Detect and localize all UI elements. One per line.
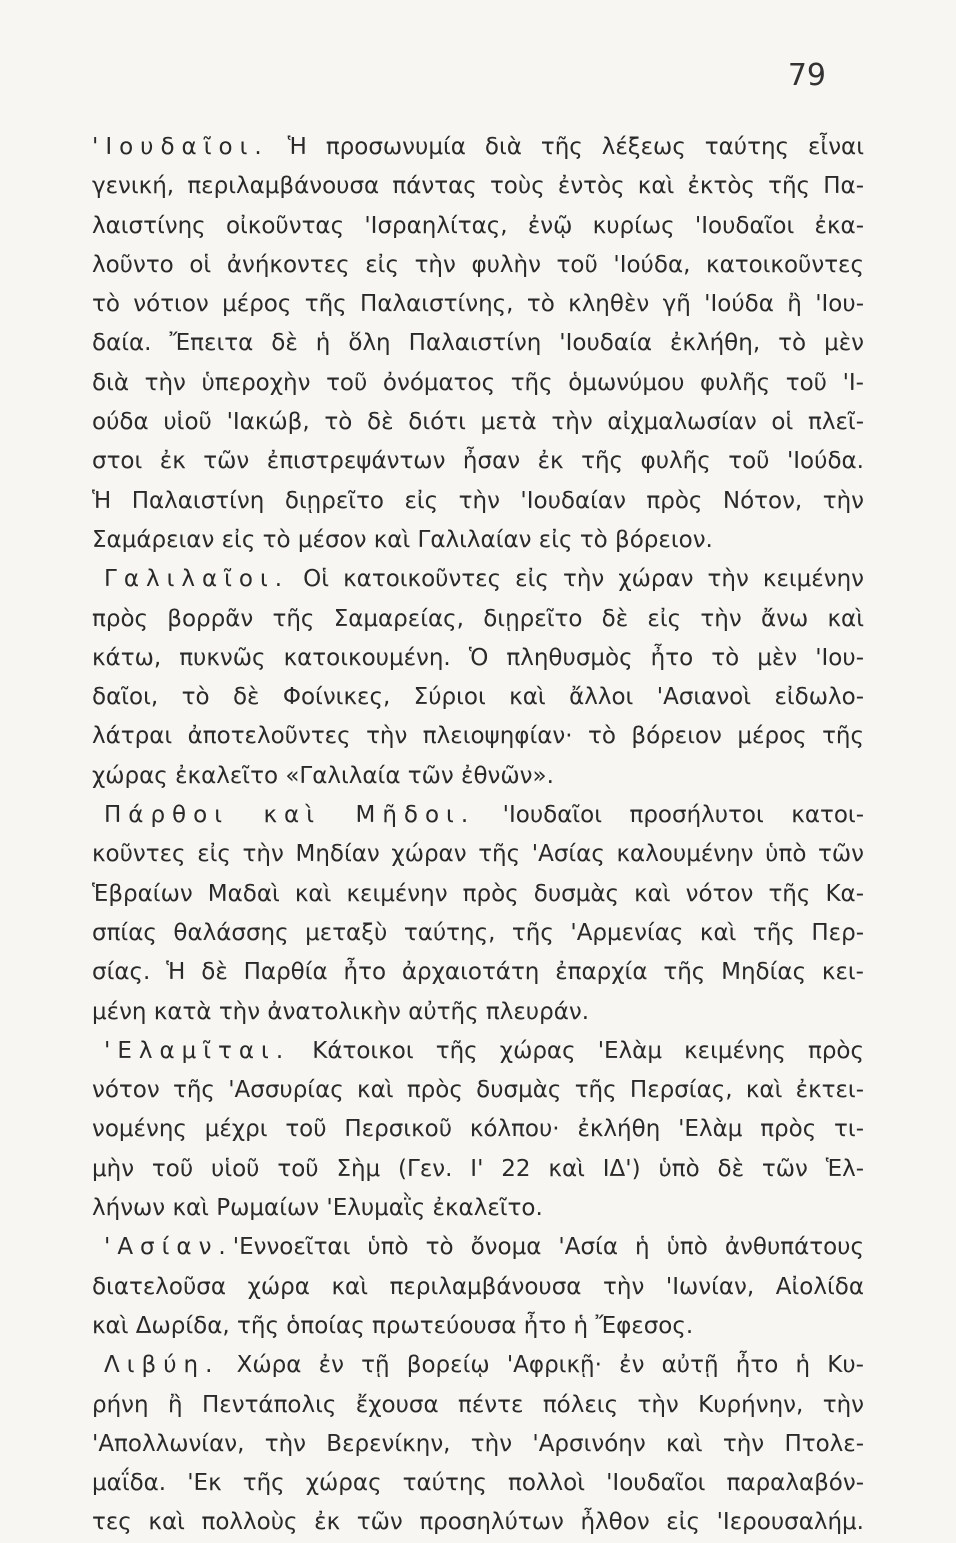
spaced-heading: 'Ιουδαῖοι. <box>92 134 269 160</box>
line-text: καὶ Δωρίδα, τῆς ὁποίας πρωτεύουσα ἦτο ἡ Ἔφεσος. <box>92 1312 694 1339</box>
line-text: μαΐδα. 'Εκ τῆς χώρας ταύτης πολλοὶ 'Ιουδαῖοι παραλαβόν- <box>92 1470 864 1497</box>
line-text: κοῦντες εἰς τὴν Μηδίαν χώραν τῆς 'Ασίας καλουμένην ὑπὸ τῶν <box>92 841 864 868</box>
line-text: λαιστίνης οἰκοῦντας 'Ισραηλίτας, ἐνῷ κυρίως 'Ιουδαῖοι ἐκα- <box>92 212 864 239</box>
text-line <box>92 442 864 481</box>
spaced-heading: 'Ελαμῖται. <box>104 1037 291 1064</box>
line-text: 'Απολλωνίαν, τὴν Βερενίκην, τὴν 'Αρσινόην καὶ τὴν Πτολε- <box>92 1430 864 1457</box>
line-text: γενική, περιλαμβάνουσα πάντας τοὺς ἐντὸς καὶ ἐκτὸς τῆς Πα- <box>92 173 864 200</box>
line-text: δαία. Ἔπειτα δὲ ἡ ὅλη Παλαιστίνη 'Ιουδαία ἐκλήθη, τὸ μὲν <box>92 330 864 357</box>
text-line <box>92 207 864 246</box>
text-line <box>92 757 864 796</box>
text-line <box>92 1425 864 1464</box>
text-line <box>92 285 864 324</box>
text-line <box>92 521 864 560</box>
line-text: Χώρα ἐν τῇ βορείῳ 'Αφρικῇ· ἐν αὐτῇ ἦτο ἡ Κυ- <box>219 1352 864 1379</box>
text-line <box>92 1032 864 1071</box>
text-line <box>92 600 864 639</box>
line-text: τὸ νότιον μέρος τῆς Παλαιστίνης, τὸ κληθὲν γῆ 'Ιούδα ἢ 'Ιου- <box>92 291 864 318</box>
text-line <box>92 1110 864 1149</box>
text-line <box>92 835 864 874</box>
text-line <box>92 1268 864 1307</box>
text-line <box>92 560 864 599</box>
text-line <box>92 1150 864 1189</box>
line-text: τες καὶ πολλοὺς ἐκ τῶν προσηλύτων ἦλθον εἰς 'Ιερουσαλήμ. <box>92 1509 864 1536</box>
line-text: σπίας θαλάσσης μεταξὺ ταύτης, τῆς 'Αρμενίας καὶ τῆς Περ- <box>92 919 864 946</box>
line-text: 'Εννοεῖται ὑπὸ τὸ ὄνομα 'Ασία ἡ ὑπὸ ἀνθυπάτους <box>232 1234 864 1261</box>
line-text: ρήνη ἢ Πεντάπολις ἔχουσα πέντε πόλεις τὴν Κυρήνην, τὴν <box>92 1391 864 1418</box>
page-number: 79 <box>787 58 826 93</box>
line-text: χώρας ἐκαλεῖτο «Γαλιλαία τῶν ἐθνῶν». <box>92 762 554 789</box>
line-text: ούδα υἱοῦ 'Ιακώβ, τὸ δὲ διότι μετὰ τὴν αἰχμαλωσίαν οἱ πλεῖ- <box>92 409 864 436</box>
text-line <box>92 717 864 756</box>
line-text: κάτω, πυκνῶς κατοικουμένη. Ὁ πληθυσμὸς ἦτο τὸ μὲν 'Ιου- <box>92 644 864 671</box>
line-text: δαῖοι, τὸ δὲ Φοίνικες, Σύριοι καὶ ἄλλοι 'Ασιανοὶ εἰδωλο- <box>92 684 864 711</box>
line-text: Οἱ κατοικοῦντες εἰς τὴν χώραν τὴν κειμένην <box>289 566 864 593</box>
line-text: Ἡ προσωνυμία διὰ τῆς λέξεως ταύτης εἶναι <box>268 134 864 160</box>
text-line <box>92 1346 864 1385</box>
body-text <box>92 128 864 1543</box>
text-line <box>92 1189 864 1228</box>
text-line <box>92 403 864 442</box>
text-line <box>92 364 864 403</box>
line-text: λοῦντο οἱ ἀνήκοντες εἰς τὴν φυλὴν τοῦ 'Ιούδα, κατοικοῦντες <box>92 251 864 278</box>
spaced-heading: Γαλιλαῖοι. <box>104 566 290 593</box>
line-text: λήνων καὶ Ρωμαίων 'Ελυμαῒς ἐκαλεῖτο. <box>92 1195 543 1222</box>
text-line <box>92 1071 864 1110</box>
text-line <box>92 1386 864 1425</box>
line-text: λάτραι ἀποτελοῦντες τὴν πλειοψηφίαν· τὸ βόρειον μέρος τῆς <box>92 723 864 750</box>
spaced-heading: Πάρθοι καὶ Μῆδοι. <box>104 802 476 829</box>
spaced-heading: 'Ασίαν. <box>104 1234 233 1261</box>
line-text: στοι ἐκ τῶν ἐπιστρεψάντων ἦσαν ἐκ τῆς φυλῆς τοῦ 'Ιούδα. <box>92 448 864 475</box>
line-text: Σαμάρειαν εἰς τὸ μέσον καὶ Γαλιλαίαν εἰς τὸ βόρειον. <box>92 526 713 553</box>
text-line <box>92 1503 864 1542</box>
text-line <box>92 1228 864 1267</box>
text-line <box>92 167 864 206</box>
line-text: Ἡ Παλαιστίνη διῃρεῖτο εἰς τὴν 'Ιουδαίαν πρὸς Νότον, τὴν <box>92 487 864 514</box>
line-text: μὴν τοῦ υἱοῦ τοῦ Σὴμ (Γεν. Ι' 22 καὶ ΙΔ') ὑπὸ δὲ τῶν Ἑλ- <box>92 1155 864 1182</box>
text-line <box>92 914 864 953</box>
line-text: Κάτοικοι τῆς χώρας 'Ελὰμ κειμένης πρὸς <box>290 1037 864 1064</box>
text-line <box>92 482 864 521</box>
text-line <box>92 246 864 285</box>
text-line <box>92 1307 864 1346</box>
line-text: διὰ τὴν ὑπεροχὴν τοῦ ὀνόματος τῆς ὁμωνύμου φυλῆς τοῦ 'Ι- <box>92 369 864 396</box>
text-line <box>92 678 864 717</box>
text-line <box>92 639 864 678</box>
line-text: Ἑβραίων Μαδαὶ καὶ κειμένην πρὸς δυσμὰς καὶ νότον τῆς Κα- <box>92 880 864 907</box>
text-line <box>92 875 864 914</box>
line-text: πρὸς βορρᾶν τῆς Σαμαρείας, διῃρεῖτο δὲ εἰς τὴν ἄνω καὶ <box>92 605 864 632</box>
line-text: νότον τῆς 'Ασσυρίας καὶ πρὸς δυσμὰς τῆς Περσίας, καὶ ἐκτει- <box>92 1077 864 1104</box>
text-line <box>92 128 864 167</box>
line-text: 'Ιουδαῖοι προσήλυτοι κατοι- <box>475 802 864 829</box>
text-line <box>92 993 864 1032</box>
line-text: νομένης μέχρι τοῦ Περσικοῦ κόλπου· ἐκλήθη 'Ελὰμ πρὸς τι- <box>92 1116 864 1143</box>
text-line <box>92 796 864 835</box>
text-line <box>92 324 864 363</box>
spaced-heading: Λιβύη. <box>104 1352 220 1379</box>
line-text: διατελοῦσα χώρα καὶ περιλαμβάνουσα τὴν 'Ιωνίαν, Αἰολίδα <box>92 1273 864 1300</box>
text-line <box>92 953 864 992</box>
line-text: μένη κατὰ τὴν ἀνατολικὴν αὐτῆς πλευράν. <box>92 998 590 1025</box>
text-line <box>92 1464 864 1503</box>
line-text: σίας. Ἡ δὲ Παρθία ἦτο ἀρχαιοτάτη ἐπαρχία τῆς Μηδίας κει- <box>92 959 864 986</box>
